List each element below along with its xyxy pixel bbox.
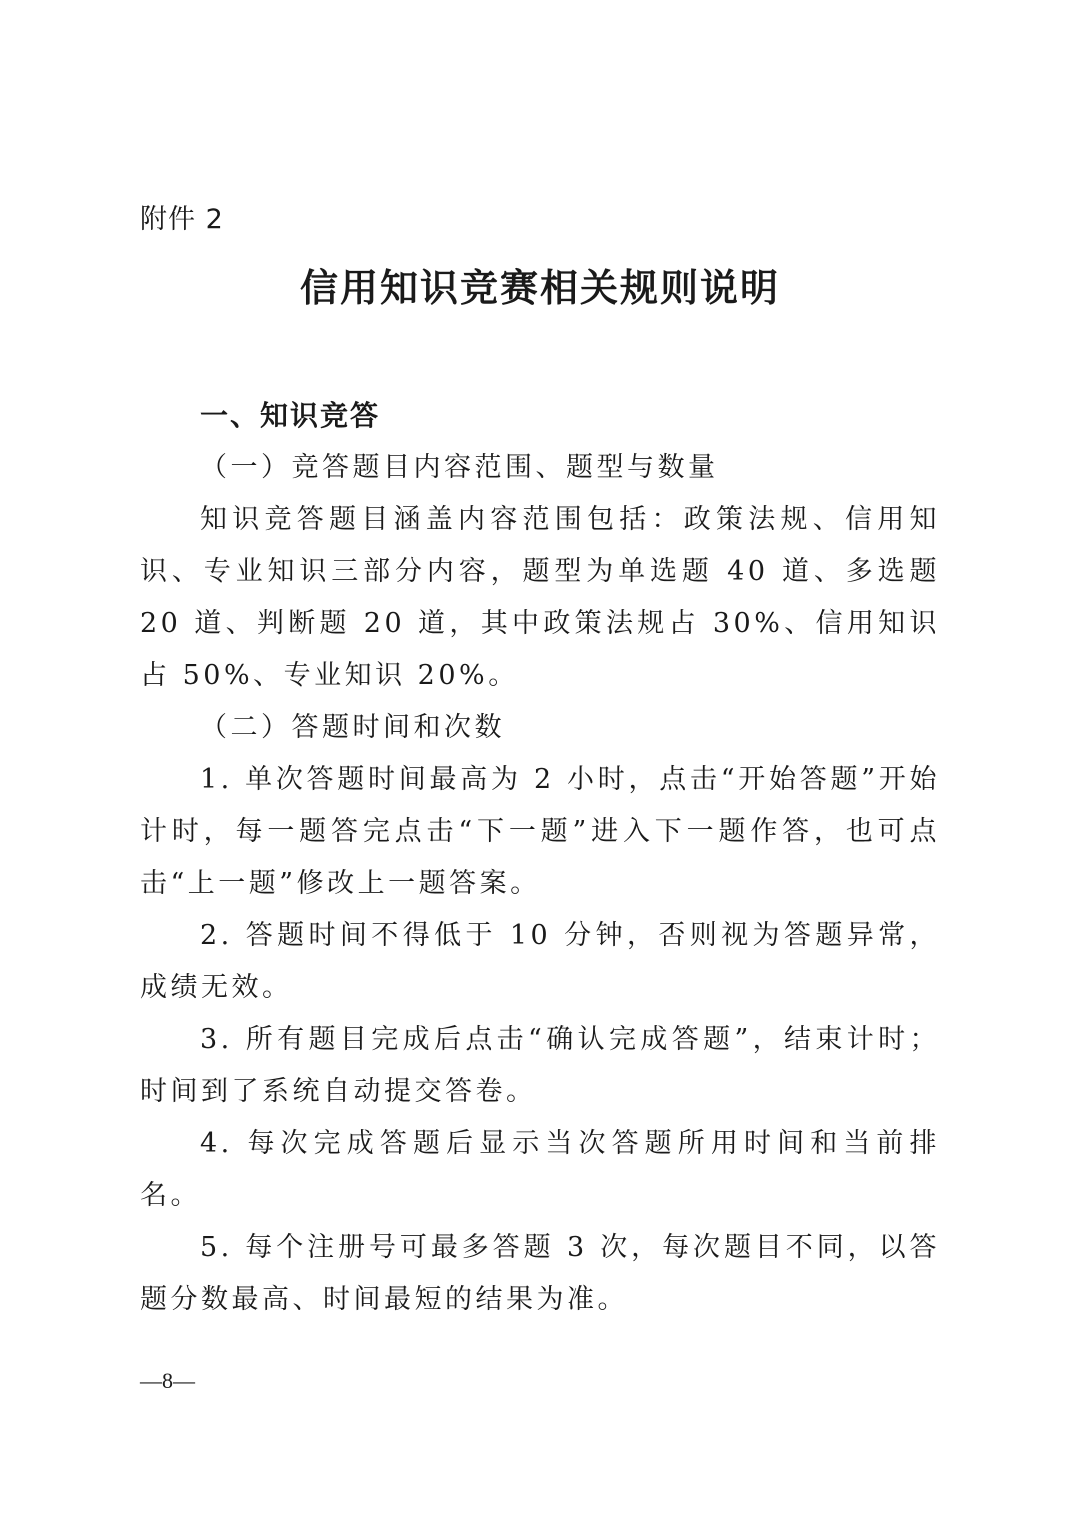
document-body — [140, 390, 940, 1326]
rule-item-5: 5. 每个注册号可最多答题 3 次，每次题目不同，以答题分数最高、时间最短的结果为准。 — [140, 1232, 940, 1315]
rule-item-1: 1. 单次答题时间最高为 2 小时，点击“开始答题”开始计时，每一题答完点击“下一题”进入下一题作答，也可点击“上一题”修改上一题答案。 — [140, 764, 940, 899]
document-title: 信用知识竞赛相关规则说明 — [299, 266, 780, 310]
rule-item-3: 3. 所有题目完成后点击“确认完成答题”，结束计时；时间到了系统自动提交答卷。 — [140, 1024, 940, 1107]
attachment-label: 附件 2 — [140, 204, 224, 235]
subsection-heading-2: （二）答题时间和次数 — [200, 712, 505, 743]
subsection-heading-1: （一）竞答题目内容范围、题型与数量 — [200, 452, 719, 483]
section-heading: 一、知识竞答 — [200, 399, 381, 432]
rule-item-4: 4. 每次完成答题后显示当次答题所用时间和当前排名。 — [140, 1128, 940, 1211]
paragraph-scope: 知识竞答题目涵盖内容范围包括：政策法规、信用知识、专业知识三部分内容，题型为单选题 40 道、多选题 20 道、判断题 20 道，其中政策法规占 30%、信用知识占 50%、专业知识 20%。 — [140, 504, 940, 691]
page-number: —8— — [140, 1368, 195, 1393]
rule-item-2: 2. 答题时间不得低于 10 分钟，否则视为答题异常，成绩无效。 — [140, 920, 940, 1003]
